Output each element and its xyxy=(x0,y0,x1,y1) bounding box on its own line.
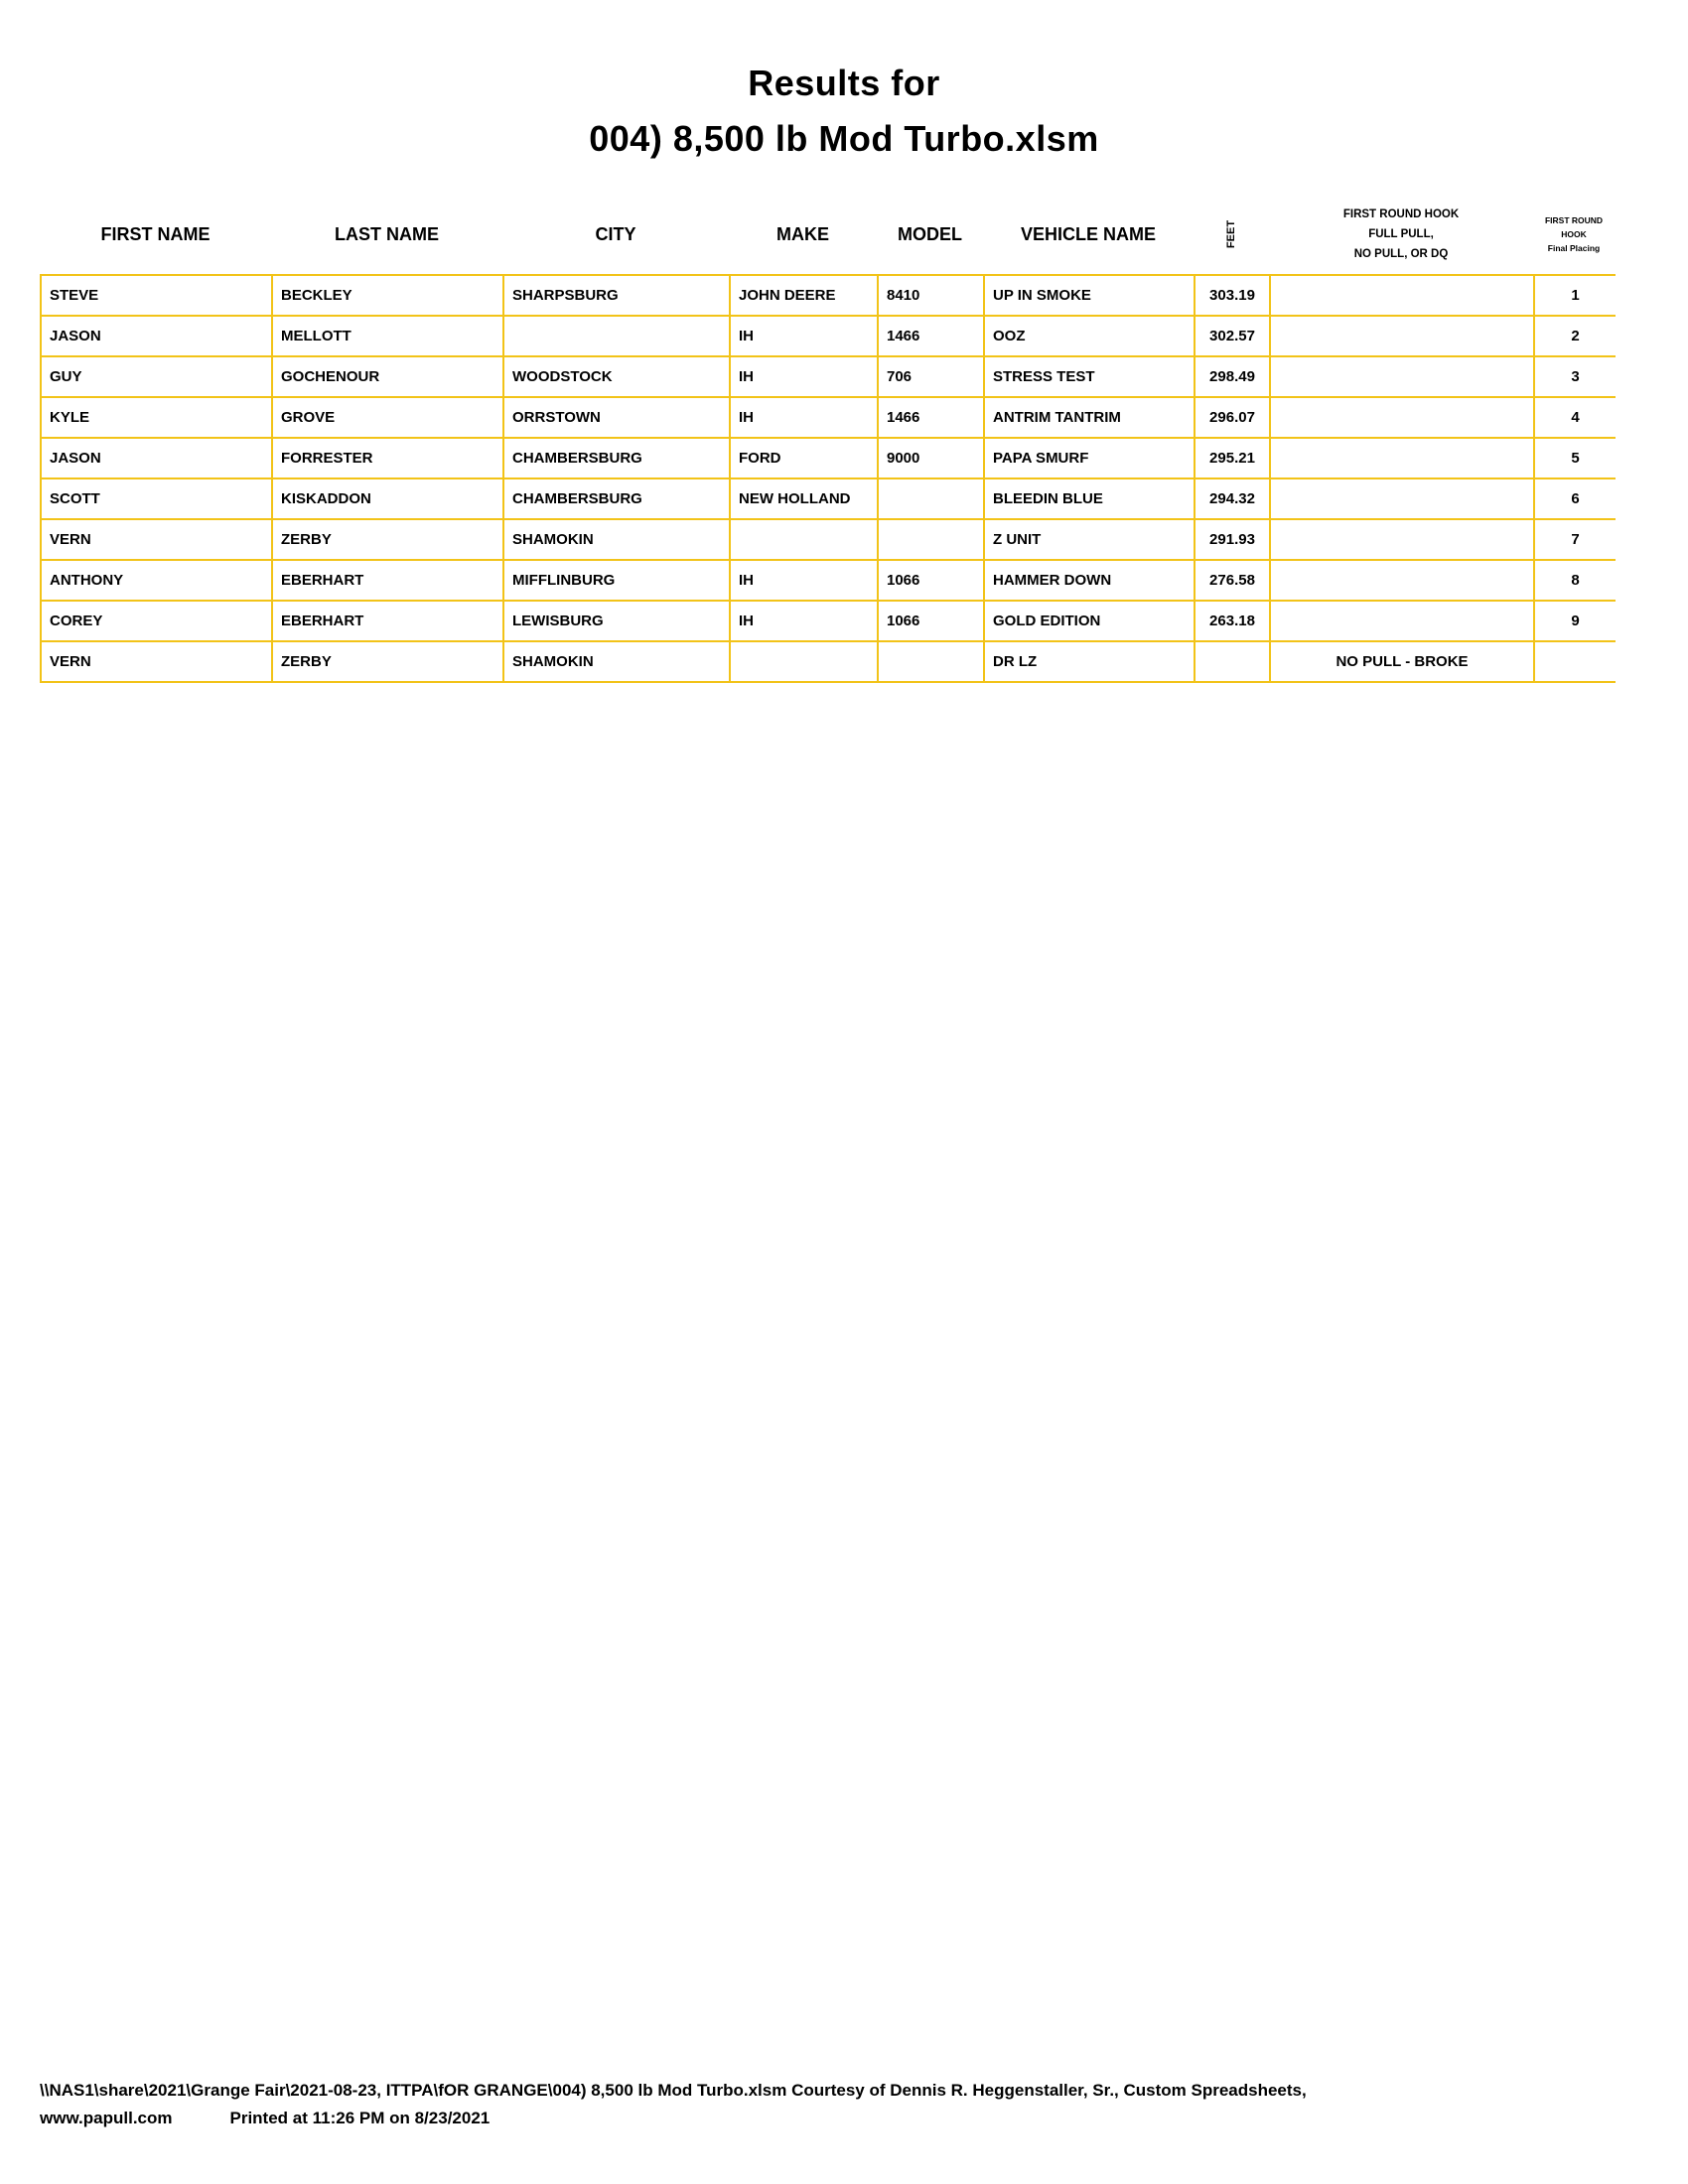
cell-feet: 295.21 xyxy=(1195,438,1270,478)
header-placing-line2: HOOK xyxy=(1561,229,1587,239)
cell-feet: 298.49 xyxy=(1195,356,1270,397)
cell-hook-result xyxy=(1270,275,1534,316)
cell-make: IH xyxy=(730,356,878,397)
cell-first-name: KYLE xyxy=(41,397,272,438)
header-feet-label: FEET xyxy=(1225,219,1237,249)
cell-make: FORD xyxy=(730,438,878,478)
header-hook-line1: FIRST ROUND HOOK xyxy=(1342,208,1460,220)
cell-hook-result xyxy=(1270,478,1534,519)
cell-feet: 276.58 xyxy=(1195,560,1270,601)
cell-first-name: GUY xyxy=(41,356,272,397)
header-feet xyxy=(1194,199,1269,270)
results-table xyxy=(40,274,1616,683)
cell-city: CHAMBERSBURG xyxy=(503,438,730,478)
cell-hook-result xyxy=(1270,560,1534,601)
table-row xyxy=(41,601,1616,641)
cell-final-placing: 7 xyxy=(1534,519,1616,560)
cell-last-name: BECKLEY xyxy=(272,275,503,316)
cell-model xyxy=(878,478,984,519)
cell-final-placing: 8 xyxy=(1534,560,1616,601)
cell-feet: 296.07 xyxy=(1195,397,1270,438)
cell-make: IH xyxy=(730,560,878,601)
cell-city: CHAMBERSBURG xyxy=(503,478,730,519)
cell-first-name: SCOTT xyxy=(41,478,272,519)
table-row xyxy=(41,641,1616,682)
cell-make: IH xyxy=(730,601,878,641)
cell-last-name: FORRESTER xyxy=(272,438,503,478)
header-first-name: FIRST NAME xyxy=(100,223,211,244)
cell-first-name: JASON xyxy=(41,438,272,478)
cell-model xyxy=(878,519,984,560)
cell-final-placing: 5 xyxy=(1534,438,1616,478)
cell-model: 1466 xyxy=(878,397,984,438)
cell-hook-result xyxy=(1270,356,1534,397)
header-placing-line1: FIRST ROUND xyxy=(1544,215,1604,225)
cell-hook-result xyxy=(1270,438,1534,478)
cell-hook-result xyxy=(1270,601,1534,641)
cell-city xyxy=(503,316,730,356)
page-title-line1: Results for xyxy=(748,63,940,103)
cell-feet: 303.19 xyxy=(1195,275,1270,316)
cell-vehicle-name: GOLD EDITION xyxy=(984,601,1195,641)
cell-city: WOODSTOCK xyxy=(503,356,730,397)
cell-make xyxy=(730,641,878,682)
cell-first-name: ANTHONY xyxy=(41,560,272,601)
cell-final-placing: 4 xyxy=(1534,397,1616,438)
cell-first-name: VERN xyxy=(41,641,272,682)
header-vehicle-name: VEHICLE NAME xyxy=(1020,223,1156,244)
cell-vehicle-name: BLEEDIN BLUE xyxy=(984,478,1195,519)
cell-model: 1066 xyxy=(878,560,984,601)
cell-city: MIFFLINBURG xyxy=(503,560,730,601)
cell-last-name: EBERHART xyxy=(272,560,503,601)
cell-last-name: EBERHART xyxy=(272,601,503,641)
cell-city: SHAMOKIN xyxy=(503,641,730,682)
header-model: MODEL xyxy=(898,223,962,244)
cell-final-placing: 9 xyxy=(1534,601,1616,641)
cell-make: IH xyxy=(730,397,878,438)
cell-feet: 302.57 xyxy=(1195,316,1270,356)
cell-hook-result xyxy=(1270,316,1534,356)
header-first-round-hook xyxy=(1269,199,1533,270)
header-final-placing xyxy=(1533,199,1615,270)
header-city: CITY xyxy=(595,223,636,244)
cell-final-placing: 2 xyxy=(1534,316,1616,356)
cell-last-name: ZERBY xyxy=(272,641,503,682)
cell-first-name: STEVE xyxy=(41,275,272,316)
header-last-name: LAST NAME xyxy=(335,223,439,244)
cell-final-placing xyxy=(1534,641,1616,682)
cell-model xyxy=(878,641,984,682)
header-placing-line3: Final Placing xyxy=(1547,243,1601,253)
cell-vehicle-name: STRESS TEST xyxy=(984,356,1195,397)
table-row xyxy=(41,438,1616,478)
table-row xyxy=(41,316,1616,356)
cell-final-placing: 3 xyxy=(1534,356,1616,397)
cell-hook-result xyxy=(1270,397,1534,438)
cell-vehicle-name: HAMMER DOWN xyxy=(984,560,1195,601)
cell-last-name: GOCHENOUR xyxy=(272,356,503,397)
page-title-line2: 004) 8,500 lb Mod Turbo.xlsm xyxy=(589,118,1099,159)
header-make: MAKE xyxy=(776,223,829,244)
table-header xyxy=(40,199,1615,270)
header-hook-line2: FULL PULL, xyxy=(1368,228,1434,240)
cell-vehicle-name: Z UNIT xyxy=(984,519,1195,560)
cell-feet: 291.93 xyxy=(1195,519,1270,560)
cell-make: NEW HOLLAND xyxy=(730,478,878,519)
table-row xyxy=(41,275,1616,316)
cell-last-name: KISKADDON xyxy=(272,478,503,519)
cell-last-name: ZERBY xyxy=(272,519,503,560)
table-row xyxy=(41,356,1616,397)
cell-vehicle-name: UP IN SMOKE xyxy=(984,275,1195,316)
table-row xyxy=(41,478,1616,519)
footer-file-path: \\NAS1\share\2021\Grange Fair\2021-08-23, ITTPA\fOR GRANGE\004) 8,500 lb Mod Turbo.xlsm Courtesy of Dennis R. Heggenstaller, Sr., Custom Spreadsheets, xyxy=(40,2081,1307,2100)
table-row xyxy=(41,560,1616,601)
cell-model: 1466 xyxy=(878,316,984,356)
cell-vehicle-name: ANTRIM TANTRIM xyxy=(984,397,1195,438)
cell-city: SHARPSBURG xyxy=(503,275,730,316)
cell-final-placing: 6 xyxy=(1534,478,1616,519)
cell-hook-result xyxy=(1270,519,1534,560)
footer-website: www.papull.com xyxy=(40,2109,173,2127)
cell-make xyxy=(730,519,878,560)
cell-hook-result: NO PULL - BROKE xyxy=(1270,641,1534,682)
cell-last-name: MELLOTT xyxy=(272,316,503,356)
cell-first-name: JASON xyxy=(41,316,272,356)
cell-final-placing: 1 xyxy=(1534,275,1616,316)
cell-vehicle-name: DR LZ xyxy=(984,641,1195,682)
cell-model: 706 xyxy=(878,356,984,397)
footer-printed-at: Printed at 11:26 PM on 8/23/2021 xyxy=(229,2109,491,2127)
cell-vehicle-name: OOZ xyxy=(984,316,1195,356)
cell-vehicle-name: PAPA SMURF xyxy=(984,438,1195,478)
cell-first-name: VERN xyxy=(41,519,272,560)
cell-city: ORRSTOWN xyxy=(503,397,730,438)
table-row xyxy=(41,397,1616,438)
footer-line2 xyxy=(40,2105,1668,2132)
cell-feet: 263.18 xyxy=(1195,601,1270,641)
cell-model: 8410 xyxy=(878,275,984,316)
cell-make: IH xyxy=(730,316,878,356)
cell-make: JOHN DEERE xyxy=(730,275,878,316)
header-hook-line3: NO PULL, OR DQ xyxy=(1353,248,1449,260)
cell-model: 9000 xyxy=(878,438,984,478)
cell-feet xyxy=(1195,641,1270,682)
cell-model: 1066 xyxy=(878,601,984,641)
cell-first-name: COREY xyxy=(41,601,272,641)
page-footer xyxy=(40,2077,1668,2132)
cell-city: LEWISBURG xyxy=(503,601,730,641)
cell-city: SHAMOKIN xyxy=(503,519,730,560)
cell-feet: 294.32 xyxy=(1195,478,1270,519)
table-row xyxy=(41,519,1616,560)
cell-last-name: GROVE xyxy=(272,397,503,438)
